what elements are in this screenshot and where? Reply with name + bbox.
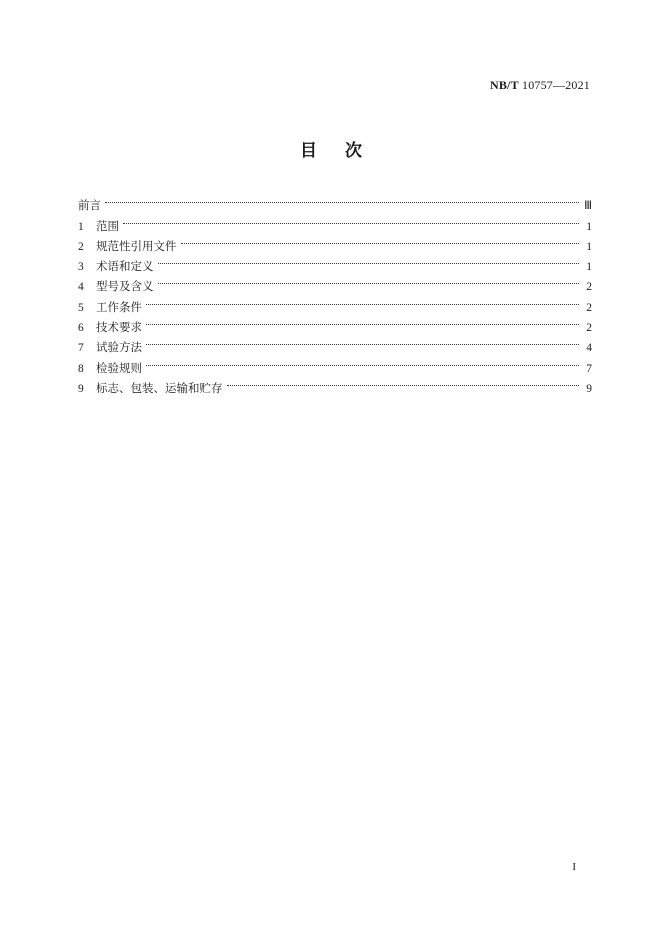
toc-entry-title: 技术要求 bbox=[96, 320, 142, 335]
toc-leader-dots bbox=[227, 372, 580, 392]
toc-entry-page: 1 bbox=[586, 220, 592, 233]
toc-entry-number: 4 bbox=[78, 281, 84, 294]
toc-leader-dots bbox=[146, 351, 579, 371]
toc-entry-title: 工作条件 bbox=[96, 299, 142, 314]
toc-title: 目次 bbox=[300, 141, 390, 161]
toc-entry-title: 标志、包装、运输和贮存 bbox=[96, 380, 223, 395]
toc-leader-dots bbox=[158, 250, 580, 270]
toc-entry-title: 型号及含义 bbox=[96, 279, 154, 294]
toc-entry-page: 2 bbox=[586, 281, 592, 294]
toc-entry-number: 2 bbox=[78, 240, 84, 253]
toc-entry-number: 1 bbox=[78, 220, 84, 233]
toc-entry-title: 前言 bbox=[78, 198, 101, 213]
toc-leader-dots bbox=[105, 189, 579, 209]
toc-entry-page: 1 bbox=[586, 240, 592, 253]
toc-leader-dots bbox=[146, 290, 579, 310]
toc-entry-number: 3 bbox=[78, 261, 84, 274]
page-number: I bbox=[572, 861, 576, 873]
toc-entry-number: 9 bbox=[78, 382, 84, 395]
standard-code bbox=[490, 78, 590, 93]
toc-entry-page: 1 bbox=[586, 261, 592, 274]
toc-entry-page: 9 bbox=[586, 382, 592, 395]
toc-entry-title: 范围 bbox=[96, 218, 119, 233]
toc-entry-page: 4 bbox=[586, 342, 592, 355]
toc-entry-page: Ⅲ bbox=[584, 200, 592, 213]
standard-code-number: 10757—2021 bbox=[522, 78, 590, 92]
toc-entry-2[interactable] bbox=[78, 230, 592, 253]
toc-leader-dots bbox=[181, 230, 580, 250]
toc-entry-foreword[interactable] bbox=[78, 189, 592, 213]
toc-leader-dots bbox=[146, 311, 579, 331]
toc-entry-page: 2 bbox=[586, 322, 592, 335]
toc-entry-5[interactable] bbox=[78, 290, 592, 314]
toc-entry-title: 术语和定义 bbox=[96, 259, 154, 274]
toc-entry-title: 规范性引用文件 bbox=[96, 238, 177, 253]
table-of-contents bbox=[78, 189, 592, 395]
toc-entry-number: 7 bbox=[78, 342, 84, 355]
toc-entry-1[interactable] bbox=[78, 209, 592, 233]
toc-entry-title: 检验规则 bbox=[96, 360, 142, 375]
toc-entry-9[interactable] bbox=[78, 372, 592, 395]
toc-entry-page: 7 bbox=[586, 362, 592, 375]
toc-leader-dots bbox=[146, 331, 579, 351]
toc-entry-8[interactable] bbox=[78, 351, 592, 375]
toc-entry-6[interactable] bbox=[78, 311, 592, 335]
standard-code-prefix: NB/T bbox=[489, 78, 519, 92]
toc-entry-page: 2 bbox=[586, 301, 592, 314]
toc-entry-number: 8 bbox=[78, 362, 84, 375]
toc-entry-7[interactable] bbox=[78, 331, 592, 355]
toc-entry-number: 5 bbox=[78, 301, 84, 314]
toc-entry-number: 6 bbox=[78, 322, 84, 335]
toc-leader-dots bbox=[158, 270, 580, 290]
toc-entry-title: 试验方法 bbox=[96, 340, 142, 355]
toc-leader-dots bbox=[123, 209, 579, 229]
